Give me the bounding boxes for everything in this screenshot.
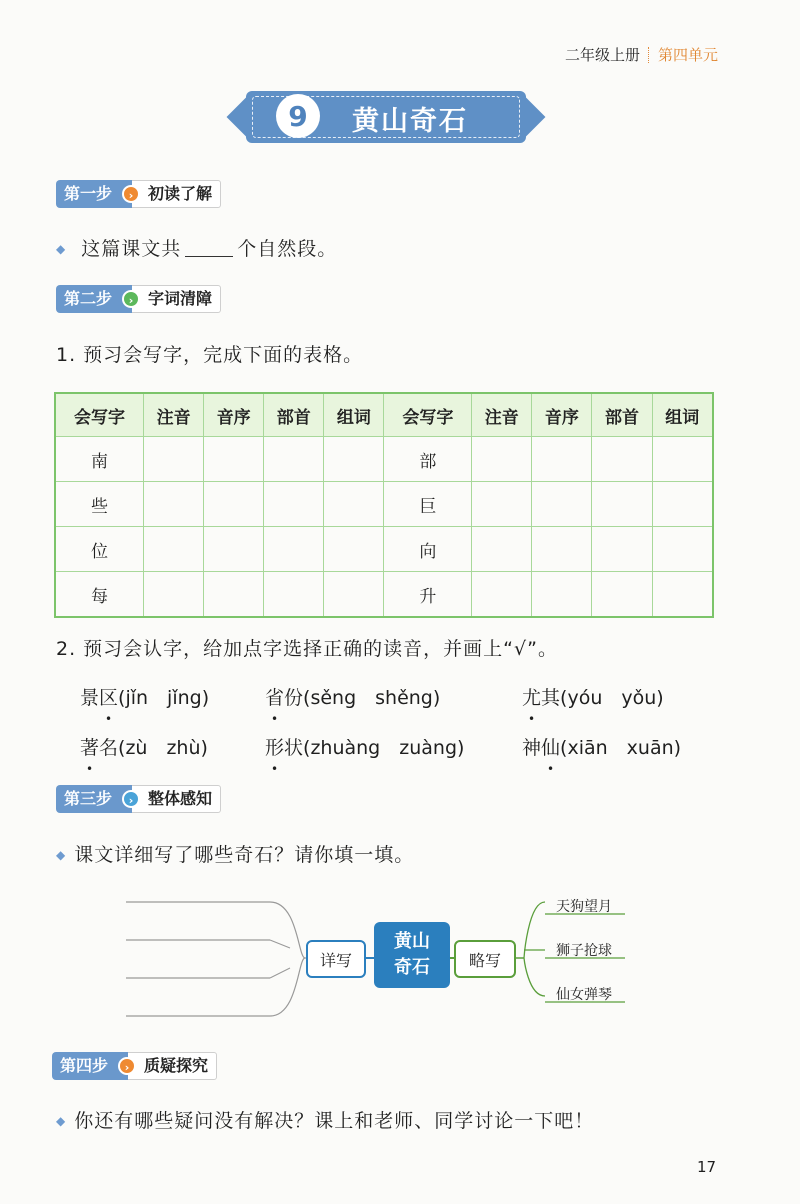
input-cell[interactable] bbox=[324, 527, 384, 572]
step-tag-2 bbox=[56, 285, 221, 313]
brief-label-text: 略写 bbox=[468, 950, 501, 970]
pinyin-item[interactable] bbox=[522, 683, 664, 710]
character-table bbox=[54, 392, 714, 618]
pinyin-options: (zù zhù) bbox=[118, 737, 208, 759]
input-cell[interactable] bbox=[532, 437, 592, 482]
input-cell[interactable] bbox=[472, 482, 532, 527]
input-cell[interactable] bbox=[264, 527, 324, 572]
grade-label: 二年级上册 bbox=[564, 46, 640, 64]
dotted-char: 尤 bbox=[522, 687, 542, 709]
step-name: 质疑探究 bbox=[128, 1052, 217, 1080]
pinyin-item[interactable] bbox=[80, 733, 208, 760]
input-cell[interactable] bbox=[592, 437, 652, 482]
pinyin-options: (jǐn jǐng) bbox=[118, 687, 210, 709]
table-header: 注音 bbox=[472, 393, 532, 437]
word-char: 名 bbox=[99, 737, 119, 759]
step1-question bbox=[56, 234, 337, 261]
input-cell[interactable] bbox=[264, 572, 324, 618]
q1-prompt: 1. 预习会写字，完成下面的表格。 bbox=[56, 344, 364, 366]
pinyin-options: (zhuàng zuàng) bbox=[303, 737, 465, 759]
input-cell[interactable] bbox=[652, 482, 713, 527]
table-header: 部首 bbox=[264, 393, 324, 437]
brief-item: 仙女弹琴 bbox=[556, 987, 612, 1003]
char-cell: 向 bbox=[384, 527, 472, 572]
char-cell: 部 bbox=[384, 437, 472, 482]
word-char: 状 bbox=[284, 737, 304, 759]
input-cell[interactable] bbox=[204, 527, 264, 572]
input-cell[interactable] bbox=[592, 482, 652, 527]
question-text-after: 个自然段。 bbox=[237, 238, 338, 260]
input-cell[interactable] bbox=[652, 527, 713, 572]
header-divider bbox=[648, 47, 650, 63]
pinyin-item[interactable] bbox=[80, 683, 209, 710]
dotted-char: 省 bbox=[265, 687, 285, 709]
table-row bbox=[55, 437, 713, 482]
center-line-1: 黄山 bbox=[394, 931, 430, 952]
input-cell[interactable] bbox=[144, 572, 204, 618]
input-cell[interactable] bbox=[472, 437, 532, 482]
input-cell[interactable] bbox=[324, 437, 384, 482]
page-header bbox=[565, 44, 718, 65]
char-cell: 些 bbox=[55, 482, 144, 527]
table-header: 音序 bbox=[532, 393, 592, 437]
pinyin-options: (xiān xuān) bbox=[560, 737, 682, 759]
input-cell[interactable] bbox=[144, 482, 204, 527]
q2-prompt: 2. 预习会认字，给加点字选择正确的读音，并画上“√”。 bbox=[56, 638, 558, 660]
pinyin-options: (yóu yǒu) bbox=[560, 687, 664, 709]
pinyin-item[interactable] bbox=[265, 733, 464, 760]
input-cell[interactable] bbox=[144, 437, 204, 482]
center-topic bbox=[374, 922, 450, 988]
char-cell: 升 bbox=[384, 572, 472, 618]
table-header: 会写字 bbox=[55, 393, 144, 437]
input-cell[interactable] bbox=[652, 437, 713, 482]
input-cell[interactable] bbox=[144, 527, 204, 572]
table-row bbox=[55, 527, 713, 572]
lesson-title-banner bbox=[246, 91, 526, 143]
unit-label: 第四单元 bbox=[657, 46, 718, 64]
step-label: 第三步 › bbox=[56, 785, 132, 813]
input-cell[interactable] bbox=[652, 572, 713, 618]
dotted-char: 形 bbox=[265, 737, 285, 759]
char-cell: 巨 bbox=[384, 482, 472, 527]
table-header-row bbox=[55, 393, 713, 437]
input-cell[interactable] bbox=[592, 527, 652, 572]
table-header: 会写字 bbox=[384, 393, 472, 437]
table-header: 部首 bbox=[592, 393, 652, 437]
step-label: 第四步 › bbox=[52, 1052, 128, 1080]
step-label: 第二步 › bbox=[56, 285, 132, 313]
table-header: 组词 bbox=[652, 393, 713, 437]
input-cell[interactable] bbox=[204, 572, 264, 618]
lesson-number: 9 bbox=[276, 94, 320, 138]
lesson-title: 黄山奇石 bbox=[352, 106, 468, 137]
input-cell[interactable] bbox=[264, 482, 324, 527]
input-cell[interactable] bbox=[532, 482, 592, 527]
brief-item: 狮子抢球 bbox=[556, 943, 612, 959]
center-line-2: 奇石 bbox=[394, 957, 430, 978]
input-cell[interactable] bbox=[204, 437, 264, 482]
answer-blank[interactable] bbox=[185, 256, 233, 257]
pinyin-item[interactable] bbox=[522, 733, 681, 760]
word-char: 其 bbox=[541, 687, 561, 709]
step-name: 字词清障 bbox=[132, 285, 221, 313]
step3-question: ◆ 课文详细写了哪些奇石？请你填一填。 bbox=[56, 840, 414, 867]
step-label: 第一步 › bbox=[56, 180, 132, 208]
input-cell[interactable] bbox=[532, 527, 592, 572]
page-number: 17 bbox=[697, 1158, 717, 1176]
question-text-before: 这篇课文共 bbox=[81, 238, 182, 260]
brief-label bbox=[454, 940, 516, 978]
char-cell: 南 bbox=[55, 437, 144, 482]
input-cell[interactable] bbox=[472, 527, 532, 572]
pinyin-item[interactable] bbox=[265, 683, 440, 710]
chevron-right-icon: › bbox=[122, 290, 140, 308]
detailed-label-text: 详写 bbox=[319, 950, 352, 970]
pinyin-options: (sěng shěng) bbox=[303, 687, 441, 709]
dotted-char: 著 bbox=[80, 737, 100, 759]
word-char: 份 bbox=[284, 687, 304, 709]
step-name: 整体感知 bbox=[132, 785, 221, 813]
input-cell[interactable] bbox=[264, 437, 324, 482]
step-tag-3 bbox=[56, 785, 221, 813]
input-cell[interactable] bbox=[324, 482, 384, 527]
char-cell: 位 bbox=[55, 527, 144, 572]
word-char: 景 bbox=[80, 687, 100, 709]
input-cell[interactable] bbox=[204, 482, 264, 527]
input-cell[interactable] bbox=[592, 572, 652, 618]
detailed-label bbox=[306, 940, 366, 978]
step-name: 初读了解 bbox=[132, 180, 221, 208]
step-tag-4 bbox=[52, 1052, 217, 1080]
input-cell[interactable] bbox=[472, 572, 532, 618]
table-header: 音序 bbox=[204, 393, 264, 437]
chevron-right-icon: › bbox=[122, 790, 140, 808]
char-cell: 每 bbox=[55, 572, 144, 618]
table-row bbox=[55, 572, 713, 618]
input-cell[interactable] bbox=[324, 572, 384, 618]
brief-item: 天狗望月 bbox=[556, 899, 612, 915]
table-row bbox=[55, 482, 713, 527]
dotted-char: 仙 bbox=[541, 737, 561, 759]
step-tag-1 bbox=[56, 180, 221, 208]
input-cell[interactable] bbox=[532, 572, 592, 618]
word-char: 神 bbox=[522, 737, 542, 759]
dotted-char: 区 bbox=[99, 687, 119, 709]
table-header: 注音 bbox=[144, 393, 204, 437]
table-header: 组词 bbox=[324, 393, 384, 437]
chevron-right-icon: › bbox=[122, 185, 140, 203]
chevron-right-icon: › bbox=[118, 1057, 136, 1075]
step4-question: ◆ 你还有哪些疑问没有解决？课上和老师、同学讨论一下吧！ bbox=[56, 1106, 594, 1133]
